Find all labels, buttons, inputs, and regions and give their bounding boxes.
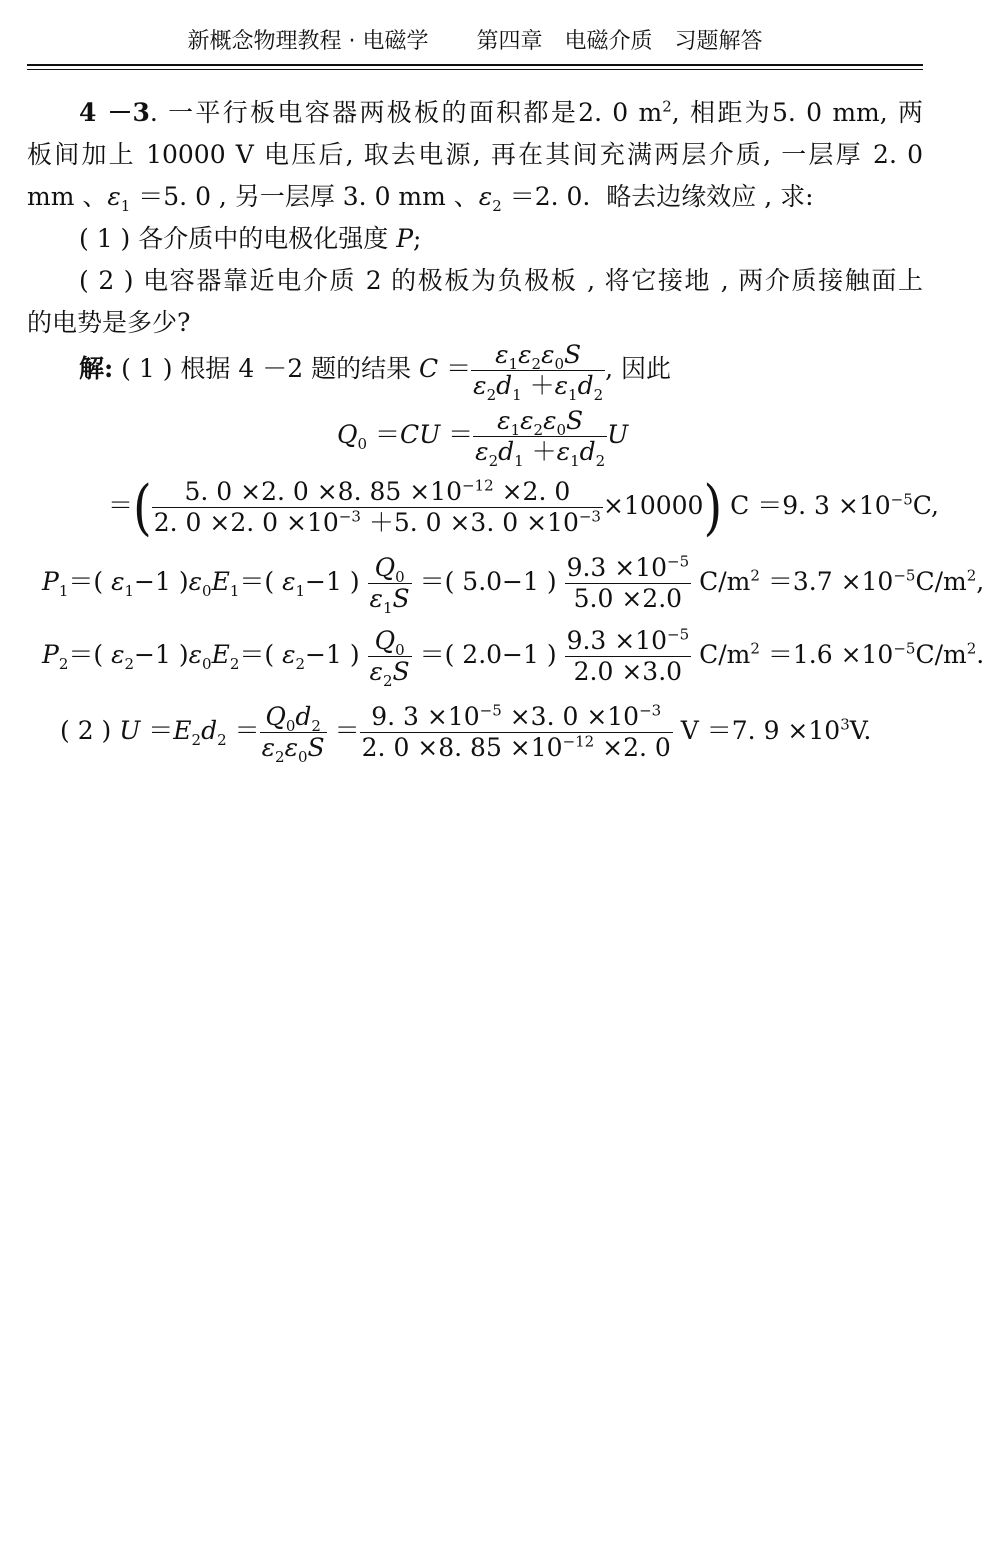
header-rule-thin [27,69,923,70]
question-2: ( 2 ) 电容器靠近电介质 2 的极板为负极板 , 将它接地 , 两介质接触面上 [79,266,923,295]
equation-U: ( 2 ) $U =E_2d_2$ ＝ $\frac{Q_0d_2}{\varepsilon_2\varepsilon_0S}$ ＝ $\frac{9. 3 \times 10^{-5} \times 3. 0 \times 10^{-3}}{2. 0 \times 8. 85 \times 10^{-12} \times 2. 0}$ V ＝7. $9 \times 10^3V$. [60,701,872,766]
question-2-cont: 的电势是多少? [27,308,191,337]
chapter-number: 第四章 [476,29,543,54]
solution-intro: 解: ( 1 ) 根据 4 －2 题的结果 C ＝ $\frac{\varepsilon_1\varepsilon_2\varepsilon_0S}{\varepsilon_2d_1 +\varepsilon_1d_2}$ , 因此 [79,340,672,404]
book-title: 新概念物理教程 · 电磁学 [187,29,429,54]
equation-Q0-numeric: ＝( $\frac{5. 0 \times 2. 0 \times 8. 85 \times 10^{-12} \times 2. 0}{2. 0 \times 2. 0 \times 10^{-3} +5. 0 \times 3. 0 \times 10^{-3}}$ ×10000) C ＝9. $3 \times 10^{-5}C$, [108,472,939,543]
section-title: 习题解答 [674,29,763,54]
problem-number: 4 －3 [79,98,150,127]
equation-P2: $P_2=$( $\varepsilon_2-1$ )$\varepsilon_0E_2=$( $\varepsilon_2-1$ ) $\frac{Q_0}{\varepsilon_2S}$ ＝( 2.0−1 ) $\frac{9.3 \times 10^{-5}}{2.0 \times 3.0}$ $C/m^2 =1.6 \times 10^{-5}C/m^2$. [42,625,984,690]
header-rule-thick [27,64,923,66]
question-1: ( 1 ) 各介质中的电极化强度 P; [79,224,422,253]
solution-label: 解: [79,354,114,383]
equation-P1: $P_1=$( $\varepsilon_1-1$ )$\varepsilon_0E_1=$( $\varepsilon_1-1$ ) $\frac{Q_0}{\varepsilon_1S}$ ＝( 5.0−1 ) $\frac{9.3 \times 10^{-5}}{5.0 \times 2.0}$ $C/m^2 =3.7 \times 10^{-5}C/m^2$, [42,552,984,617]
problem-line-1: 4 －3. 一平行板电容器两极板的面积都是2. 0 $m^2$, 相距为5. 0 mm, 两 [79,97,923,127]
chapter-title: 电磁介质 [564,29,653,54]
problem-line-3: mm 、$\varepsilon_1 =5$. 0 , 另一层厚 3. 0 mm 、$\varepsilon_2 =2$. 0. 略去边缘效应 , 求: [27,182,814,215]
problem-line-2: 板间加上 10000 V 电压后, 取去电源, 再在其间充满两层介质, 一层厚 2. 0 [27,140,923,169]
running-header [0,24,950,55]
equation-Q0: $Q_0 =CU$ ＝ $\frac{\varepsilon_1\varepsilon_2\varepsilon_0S}{\varepsilon_2d_1 +\varepsilon_1d_2}$ U [337,406,629,470]
